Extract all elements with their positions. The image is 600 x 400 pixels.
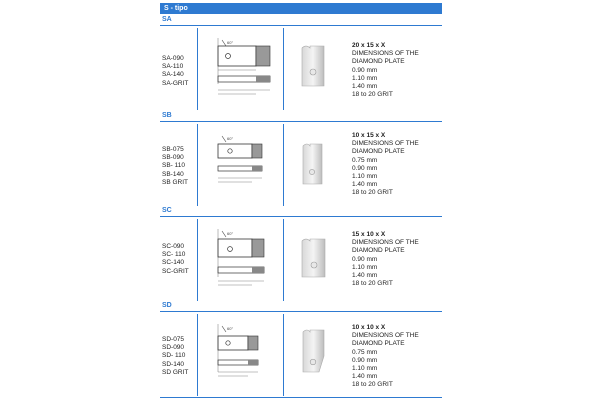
plate-specs bbox=[352, 231, 419, 288]
model-code: SB-140 bbox=[162, 170, 184, 178]
section-sb bbox=[160, 112, 442, 207]
plate-dimensions: 15 x 10 x X bbox=[352, 231, 386, 238]
thickness-value: 0.90 mm bbox=[352, 66, 378, 74]
model-code: SC- 110 bbox=[162, 251, 186, 259]
thickness-value: 1.40 mm bbox=[352, 373, 378, 381]
model-code: SA-090 bbox=[162, 55, 184, 62]
column-divider bbox=[283, 28, 284, 110]
page-bottom-divider bbox=[160, 397, 442, 398]
section-label: SD bbox=[162, 302, 172, 309]
section-sa bbox=[160, 16, 442, 112]
plate-specs bbox=[352, 42, 419, 99]
plate-specs bbox=[352, 324, 419, 390]
product-photo bbox=[298, 42, 330, 92]
column-divider bbox=[283, 219, 284, 301]
section-label: SA bbox=[162, 16, 172, 23]
model-code: SA-110 bbox=[162, 63, 184, 71]
thickness-value: 0.75 mm bbox=[352, 348, 378, 356]
product-photo bbox=[298, 235, 330, 285]
technical-drawing bbox=[208, 322, 278, 384]
column-divider bbox=[197, 124, 198, 206]
model-code: SB- 110 bbox=[162, 162, 186, 170]
spec-text: DIMENSIONS OF THE bbox=[352, 140, 419, 148]
column-divider bbox=[197, 219, 198, 301]
page-title: S - tipo bbox=[160, 3, 442, 14]
section-divider bbox=[160, 311, 442, 312]
model-code: SB-090 bbox=[162, 154, 184, 162]
svg-text:60°: 60° bbox=[227, 231, 234, 236]
section-sd bbox=[160, 302, 442, 397]
thickness-value: 1.10 mm bbox=[352, 365, 378, 373]
grit-value: 18 to 20 GRIT bbox=[352, 91, 393, 99]
grit-value: 18 to 20 GRIT bbox=[352, 189, 393, 197]
model-code: SB-075 bbox=[162, 146, 184, 153]
model-code: SA-140 bbox=[162, 71, 184, 79]
svg-text:60°: 60° bbox=[227, 40, 234, 45]
plate-dimensions: 10 x 10 x X bbox=[352, 324, 386, 331]
section-divider bbox=[160, 121, 442, 122]
plate-dimensions: 20 x 15 x X bbox=[352, 42, 386, 49]
section-sc bbox=[160, 207, 442, 302]
grit-value: 18 to 20 GRIT bbox=[352, 280, 393, 288]
grit-value: 18 to 20 GRIT bbox=[352, 381, 393, 389]
thickness-value: 1.40 mm bbox=[352, 272, 378, 280]
technical-drawing bbox=[208, 227, 278, 291]
technical-drawing bbox=[208, 36, 278, 100]
spec-text: DIAMOND PLATE bbox=[352, 58, 405, 66]
thickness-value: 0.90 mm bbox=[352, 164, 378, 172]
thickness-value: 0.90 mm bbox=[352, 255, 378, 263]
model-code: SD-090 bbox=[162, 344, 185, 352]
spec-text: DIMENSIONS OF THE bbox=[352, 239, 419, 247]
thickness-value: 1.40 mm bbox=[352, 83, 378, 91]
plate-specs bbox=[352, 132, 419, 198]
model-code: SD GRIT bbox=[162, 368, 189, 376]
thickness-value: 1.40 mm bbox=[352, 181, 378, 189]
section-divider bbox=[160, 25, 442, 26]
plate-dimensions: 10 x 15 x X bbox=[352, 132, 386, 139]
column-divider bbox=[283, 124, 284, 206]
svg-text:60°: 60° bbox=[227, 326, 234, 331]
column-divider bbox=[283, 314, 284, 396]
model-list bbox=[162, 243, 189, 276]
thickness-value: 0.75 mm bbox=[352, 156, 378, 164]
section-divider bbox=[160, 216, 442, 217]
technical-drawing bbox=[208, 134, 278, 190]
thickness-value: 1.10 mm bbox=[352, 74, 378, 82]
model-code: SA-GRIT bbox=[162, 79, 189, 87]
model-list bbox=[162, 336, 188, 377]
model-code: SC-090 bbox=[162, 243, 185, 250]
model-code: SB GRIT bbox=[162, 178, 189, 186]
thickness-value: 1.10 mm bbox=[352, 173, 378, 181]
product-photo bbox=[300, 140, 326, 190]
spec-text: DIAMOND PLATE bbox=[352, 247, 405, 255]
section-label: SC bbox=[162, 207, 172, 214]
column-divider bbox=[197, 28, 198, 110]
spec-text: DIAMOND PLATE bbox=[352, 340, 405, 348]
model-list bbox=[162, 55, 188, 88]
model-code: SC-140 bbox=[162, 259, 185, 267]
model-code: SD-075 bbox=[162, 336, 185, 343]
spec-text: DIMENSIONS OF THE bbox=[352, 50, 419, 58]
model-code: SC-GRIT bbox=[162, 267, 189, 275]
model-code: SD-140 bbox=[162, 360, 185, 368]
model-code: SD- 110 bbox=[162, 352, 186, 360]
thickness-value: 1.10 mm bbox=[352, 263, 378, 271]
thickness-value: 0.90 mm bbox=[352, 356, 378, 364]
svg-text:60°: 60° bbox=[227, 136, 234, 141]
product-photo bbox=[299, 326, 329, 378]
section-label: SB bbox=[162, 112, 172, 119]
model-list bbox=[162, 146, 188, 187]
spec-text: DIMENSIONS OF THE bbox=[352, 332, 419, 340]
column-divider bbox=[197, 314, 198, 396]
spec-text: DIAMOND PLATE bbox=[352, 148, 405, 156]
